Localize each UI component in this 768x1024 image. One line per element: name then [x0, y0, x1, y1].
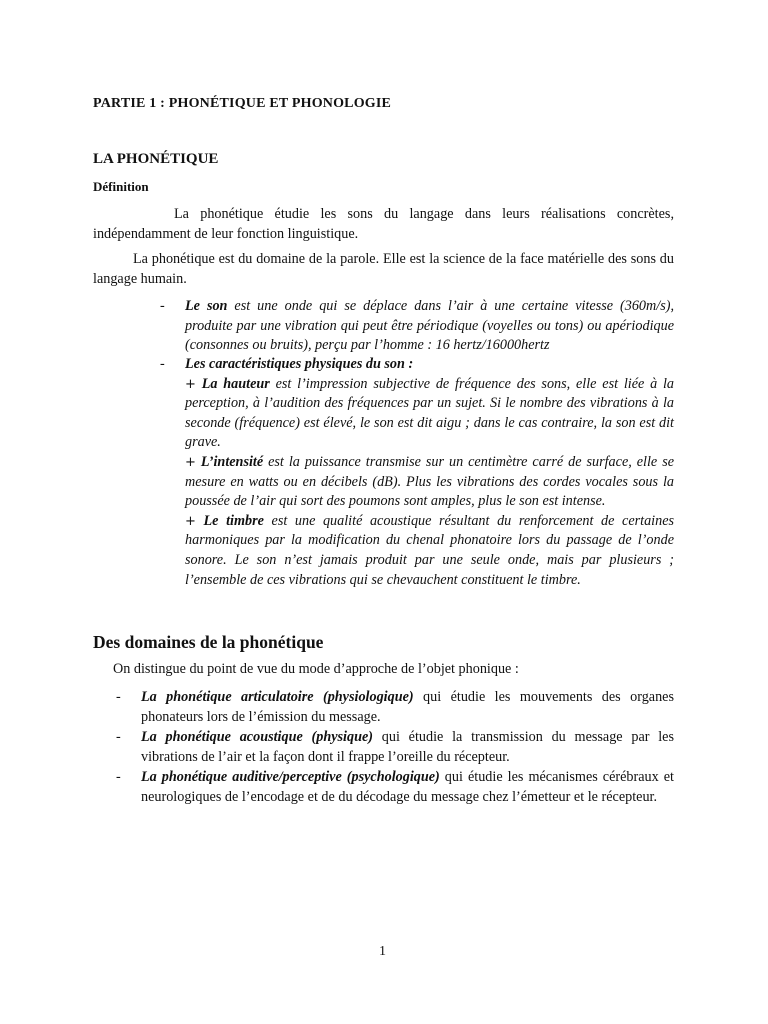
domaine-auditive-text: qui étudie les mécanismes cérébraux et neurologiques de l’encodage et de du décodage du message chez l’émetteur et le récepteur. — [141, 769, 674, 805]
domaine-articulatoire-paragraph — [141, 688, 674, 727]
hauteur-term: La hauteur — [201, 375, 270, 392]
domaines-heading: Des domaines de la phonétique — [93, 632, 324, 652]
intensite-paragraph — [185, 453, 674, 512]
list-dash: - — [116, 689, 121, 705]
list-dash: - — [160, 298, 165, 314]
son-list-item — [160, 297, 674, 356]
caracteristiques-content — [185, 355, 674, 590]
domaine-articulatoire-item — [116, 688, 674, 727]
definition-text: La phonétique étudie les sons du langage dans leurs réalisations concrètes, indépendamment de leur fonction linguistique. — [93, 206, 674, 242]
domaine-auditive-item — [116, 768, 674, 807]
caracteristiques-list-item — [160, 355, 674, 590]
domaines-intro: On distingue du point de vue du mode d’approche de l’objet phonique : — [113, 661, 519, 677]
domaine-acoustique-paragraph — [141, 728, 674, 767]
plus-marker: + — [185, 513, 196, 529]
intensite-term: L’intensité — [200, 453, 264, 470]
domaine-articulatoire-text: qui étudie les mouvements des organes phonateurs lors de l’émission du message. — [141, 689, 674, 725]
timbre-term: Le timbre — [203, 512, 264, 529]
list-dash: - — [116, 769, 121, 786]
caracteristiques-heading: Les caractéristiques physiques du son : — [185, 356, 414, 372]
plus-marker: + — [185, 454, 196, 470]
parole-text: La phonétique est du domaine de la parole. Elle est la science de la face matérielle des sons du langage humain. — [93, 251, 674, 287]
son-definition: est une onde qui se déplace dans l’air à une certaine vitesse (360m/s), produite par une vibration qui peut être périodique (voyelles ou tons) ou apériodique (consonnes ou bruits), perçu par l’homme : 16 hertz/16000hertz — [185, 298, 674, 354]
definition-heading: Définition — [93, 179, 149, 194]
plus-marker: + — [185, 376, 196, 392]
intensite-definition: est la puissance transmise sur un centimètre carré de surface, elle se mesure en watts ou en décibels (dB). Plus les vibrations des cordes vocales sous la poussée de l’air qui sort des poumons sont amples, plus le son est intense. — [185, 453, 675, 510]
list-dash: - — [160, 356, 165, 372]
son-paragraph — [185, 297, 674, 356]
part-title: PARTIE 1 : PHONÉTIQUE ET PHONOLOGIE — [93, 96, 392, 111]
domaine-auditive-paragraph — [141, 768, 674, 807]
page-number: 1 — [379, 944, 386, 959]
domaine-articulatoire-term: La phonétique articulatoire (physiologique) — [141, 689, 414, 705]
section-title: LA PHONÉTIQUE — [93, 151, 219, 167]
son-term: Le son — [185, 298, 228, 314]
domaine-acoustique-item — [116, 728, 674, 767]
domaine-acoustique-term: La phonétique acoustique (physique) — [141, 729, 374, 746]
parole-paragraph — [93, 250, 674, 289]
domaine-auditive-term: La phonétique auditive/perceptive (psychologique) — [141, 769, 440, 786]
hauteur-definition: est l’impression subjective de fréquence des sons, elle est liée à la perception, à l’audition des fréquences par un sujet. Si le nombre des vibrations à la seconde (fréquence) est élevé, le son est dit aigu ; dans le cas contraire, la son est dit grave. — [185, 375, 674, 451]
timbre-definition: est une qualité acoustique résultant du renforcement de certaines harmoniques par la modification du chenal phonatoire lors du passage de l’onde sonore. Le son n’est jamais produit par une seule onde, mais par plusieurs ; l’ensemble de ces vibrations qui se chevauchent constituent le timbre. — [185, 512, 675, 588]
domaines-list — [116, 688, 674, 808]
hauteur-paragraph — [185, 375, 674, 453]
timbre-paragraph — [185, 512, 674, 590]
domaine-acoustique-text: qui étudie la transmission du message par les vibrations de l’air et la façon dont il frappe l’oreille du récepteur. — [141, 729, 674, 765]
definition-paragraph — [93, 205, 674, 244]
list-dash: - — [116, 729, 121, 746]
